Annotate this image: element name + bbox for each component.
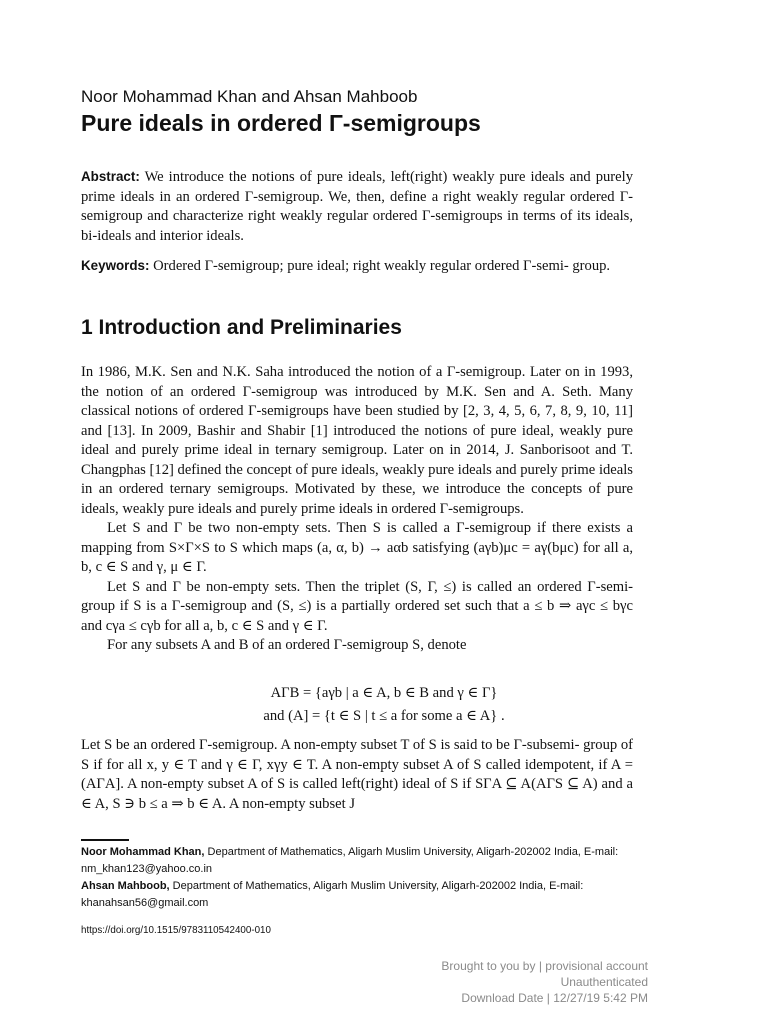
abstract-text: We introduce the notions of pure ideals, left(right) weakly pure ideals and purely prime ideals in an ordered Γ-semigroup. We, then, define a right weakly regular ordered Γ-semigroup and characterize right weakly regular ordered Γ-semigroups in terms of its ideals, bi-ideals and interior ideals.	[81, 169, 633, 244]
paragraph-gamma-semigroup-def: Let S and Γ be two non-empty sets. Then S is called a Γ-semigroup if there exists a mapping from S×Γ×S to S which maps (a, α, b) → aαb satisfying (aγb)μc = aγ(bμc) for all a, b, c ∈ S and γ, μ ∈ Γ.	[81, 520, 633, 575]
paragraph-history: In 1986, M.K. Sen and N.K. Saha introduced the notion of a Γ-semigroup. Later on in 1993, the notion of an ordered Γ-semigroup was introduced by M.K. Sen and A. Seth. Many classical notions of ordered Γ-semigroups have been studied by [2, 3, 4, 5, 6, 7, 8, 9, 10, 11] and [13]. In 2009, Bashir and Shabir [1] introduced the notions of pure ideal, weakly pure ideal and purely prime ideal in ternary semigroup. Later on in 2014, J. Sanborisoot and T. Changphas [12] defined the concept of pure ideals, weakly pure ideals and purely prime ideals in an ordered ternary semigroups. Motivated by these, we introduce the concepts of pure ideals, weakly pure ideals and purely prime ideals in ordered Γ-semigroups.	[81, 364, 633, 517]
equation-down-set: and (A] = {t ∈ S | t ≤ a for some a ∈ A} .	[263, 708, 505, 724]
paragraph-subsets: For any subsets A and B of an ordered Γ-semigroup S, denote	[107, 637, 467, 653]
paper-title: Pure ideals in ordered Γ-semigroups	[81, 110, 481, 136]
stamp-line-provider: Brought to you by | provisional account	[441, 959, 648, 973]
footnote-author1-affiliation: Department of Mathematics, Aligarh Muslim University, Aligarh-202002 India, E-mail: nm_khan123@yahoo.co.in	[81, 846, 619, 875]
abstract-block	[81, 167, 633, 246]
footnote-author1-name: Noor Mohammad Khan,	[81, 846, 205, 858]
keywords-text: Ordered Γ-semigroup; pure ideal; right weakly regular ordered Γ-semi- group.	[153, 258, 611, 274]
keywords-label: Keywords:	[81, 258, 150, 273]
footnote-author2-affiliation: Department of Mathematics, Aligarh Muslim University, Aligarh-202002 India, E-mail: khanahsan56@gmail.com	[81, 880, 584, 909]
author-line: Noor Mohammad Khan and Ahsan Mahboob	[81, 87, 418, 106]
download-stamp	[441, 958, 648, 1006]
intro-body	[81, 363, 633, 656]
footnote-block	[81, 844, 641, 912]
footnote-author2-name: Ahsan Mahboob,	[81, 880, 170, 892]
keywords-block	[81, 256, 633, 277]
stamp-line-auth: Unauthenticated	[560, 975, 648, 989]
equation-agb: AΓB = {aγb | a ∈ A, b ∈ B and γ ∈ Γ}	[270, 685, 498, 701]
section-heading: 1 Introduction and Preliminaries	[81, 316, 402, 339]
abstract-label: Abstract:	[81, 169, 140, 184]
stamp-line-date: Download Date | 12/27/19 5:42 PM	[461, 991, 648, 1005]
paragraph-subsemigroup	[81, 736, 633, 814]
paragraph-ideals: Let S be an ordered Γ-semigroup. A non-empty subset T of S is said to be Γ-subsemi- group of S if for all x, y ∈ T and γ ∈ Γ, xγy ∈ T. A non-empty subset A of S called idempotent, if A = (AΓA]. A non-empty subset A of S is called left(right) ideal of S if SΓA ⊆ A(AΓS ⊆ A) and a ∈ A, S ∋ b ≤ a ⇒ b ∈ A. A non-empty subset J	[81, 737, 633, 812]
footnote-rule	[81, 839, 129, 841]
paragraph-ordered-def: Let S and Γ be non-empty sets. Then the triplet (S, Γ, ≤) is called an ordered Γ-semi- group if S is a Γ-semigroup and (S, ≤) is a partially ordered set such that a ≤ b ⇒ aγc ≤ bγc and cγa ≤ cγb for all a, b, c ∈ S and γ ∈ Γ.	[81, 578, 633, 634]
doi-link[interactable]: https://doi.org/10.1515/9783110542400-010	[81, 925, 271, 936]
